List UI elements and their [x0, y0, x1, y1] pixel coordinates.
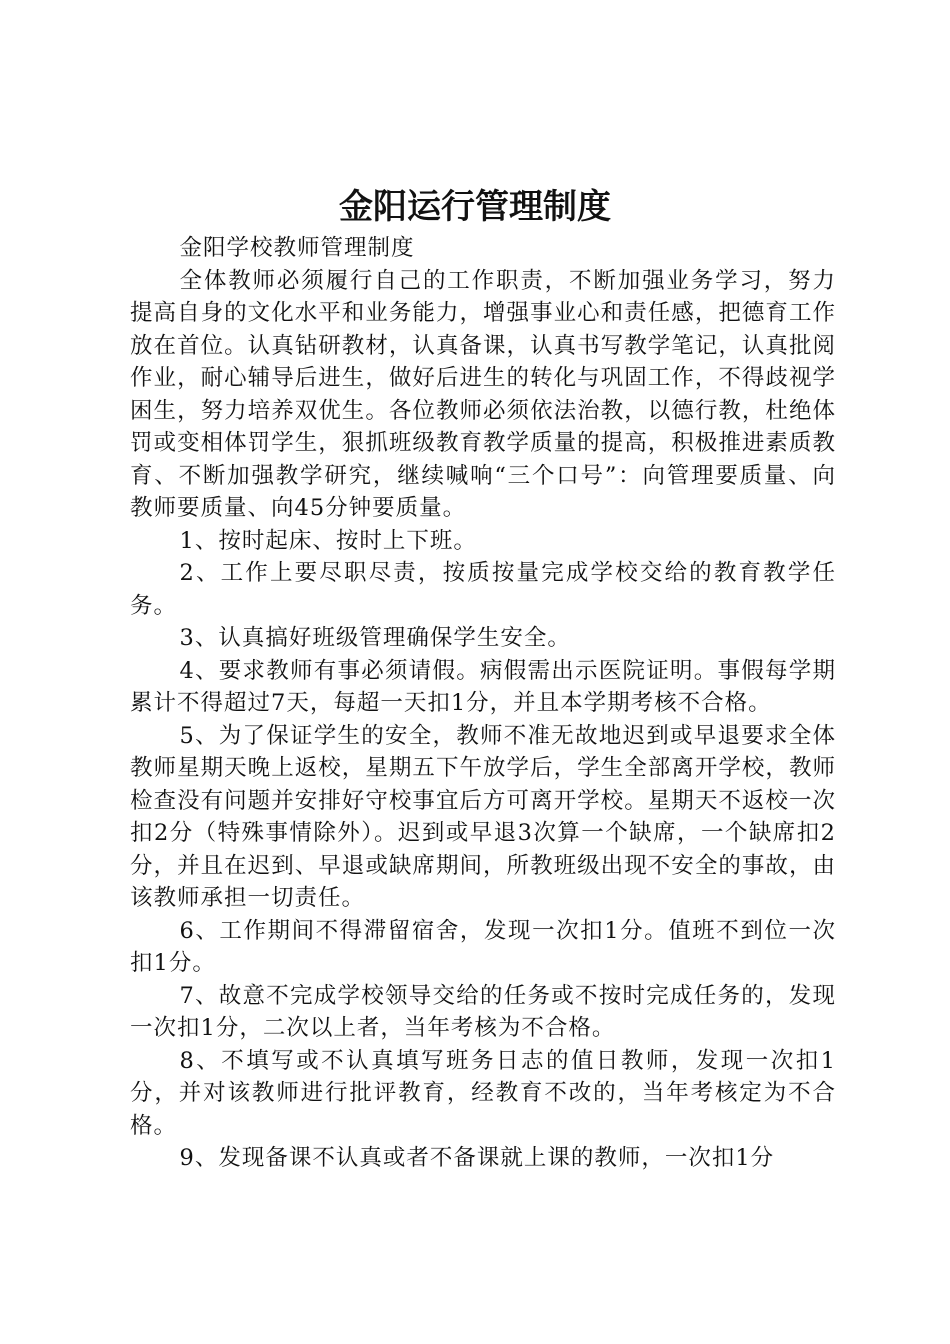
- rule-item-9: 9、发现备课不认真或者不备课就上课的教师，一次扣1分: [179, 1145, 775, 1171]
- rule-item-7: 7、故意不完成学校领导交给的任务或不按时完成任务的，发现一次扣1分，二次以上者，当年考核为不合格。: [130, 982, 836, 1041]
- rule-item-5: 5、为了保证学生的安全，教师不准无故地迟到或早退要求全体教师星期天晚上返校，星期五下午放学后，学生全部离开学校，教师检查没有问题并安排好守校事宜后方可离开学校。星期天不返校一次扣2分（特殊事情除外）。迟到或早退3次算一个缺席，一个缺席扣2分，并且在迟到、早退或缺席期间，所教班级出现不安全的事故，由该教师承担一切责任。: [130, 722, 836, 911]
- rule-item-6: 6、工作期间不得滞留宿舍，发现一次扣1分。值班不到位一次扣1分。: [130, 917, 836, 976]
- document-subtitle: 金阳学校教师管理制度: [179, 235, 415, 261]
- document-title: 金阳运行管理制度: [339, 187, 611, 227]
- rule-item-4: 4、要求教师有事必须请假。病假需出示医院证明。事假每学期累计不得超过7天，每超一天扣1分，并且本学期考核不合格。: [130, 657, 836, 716]
- rule-item-3: 3、认真搞好班级管理确保学生安全。: [179, 625, 571, 651]
- rule-item-8: 8、不填写或不认真填写班务日志的值日教师，发现一次扣1分，并对该教师进行批评教育，经教育不改的，当年考核定为不合格。: [130, 1047, 836, 1139]
- document-body: [130, 232, 836, 1175]
- rule-item-2: 2、工作上要尽职尽责，按质按量完成学校交给的教育教学任务。: [130, 560, 836, 619]
- paragraph-intro: 全体教师必须履行自己的工作职责，不断加强业务学习，努力提高自身的文化水平和业务能力，增强事业心和责任感，把德育工作放在首位。认真钻研教材，认真备课，认真书写教学笔记，认真批阅作业，耐心辅导后进生，做好后进生的转化与巩固工作，不得歧视学困生，努力培养双优生。各位教师必须依法治教，以德行教，杜绝体罚或变相体罚学生，狠抓班级教育教学质量的提高，积极推进素质教育、不断加强教学研究，继续喊响“三个口号”：向管理要质量、向教师要质量、向45分钟要质量。: [130, 267, 836, 521]
- rule-item-1: 1、按时起床、按时上下班。: [179, 527, 477, 554]
